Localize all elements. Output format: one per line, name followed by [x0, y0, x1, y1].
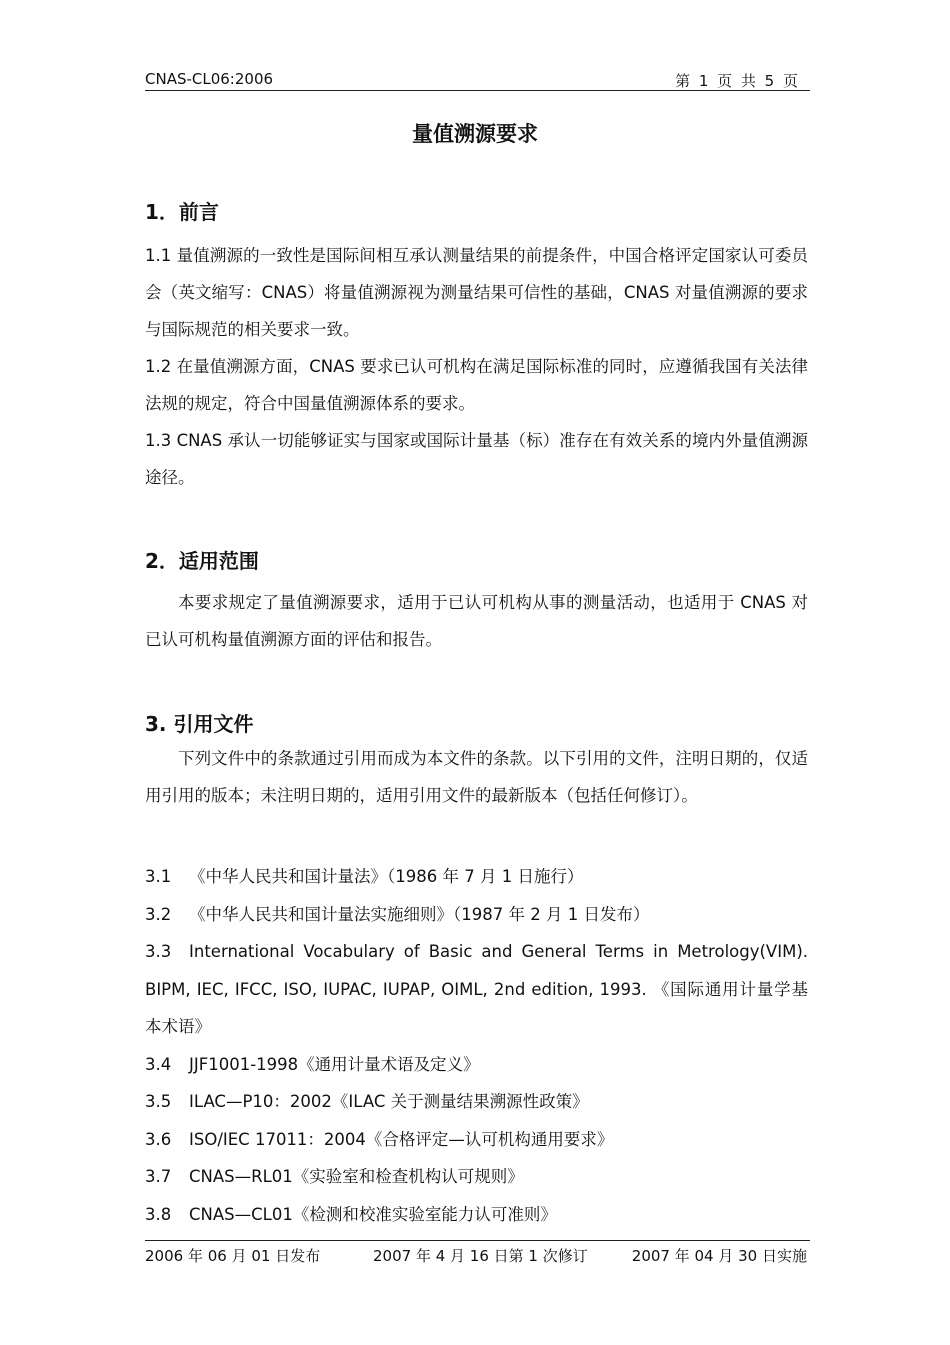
effective-date: 2007 年 04 月 30 日实施 [631, 1247, 807, 1265]
page-footer [145, 1240, 810, 1265]
section-2-body [145, 584, 808, 658]
paragraph-2: 本要求规定了量值溯源要求，适用于已认可机构从事的测量活动，也适用于 CNAS 对已认可机构量值溯源方面的评估和报告。 [145, 593, 808, 649]
section-1 [145, 196, 808, 225]
paragraph-1-3: 1.3 CNAS 承认一切能够证实与国家或国际计量基（标）准存在有效关系的境内外量值溯源途径。 [145, 431, 808, 487]
section-3-heading: 3. 引用文件 [145, 712, 254, 736]
list-item: 3.5 ILAC—P10：2002《ILAC 关于测量结果溯源性政策》 [145, 1092, 589, 1111]
page-number: 第 1 页 共 5 页 [675, 72, 800, 90]
publish-date: 2006 年 06 月 01 日发布 [145, 1247, 321, 1265]
section-3-body [145, 740, 808, 814]
paragraph-1-2: 1.2 在量值溯源方面，CNAS 要求已认可机构在满足国际标准的同时，应遵循我国有关法律法规的规定，符合中国量值溯源体系的要求。 [145, 357, 808, 413]
list-item: 3.2 《中华人民共和国计量法实施细则》（1987 年 2 月 1 日发布） [145, 904, 650, 924]
list-item: 3.4 JJF1001-1998《通用计量术语及定义》 [145, 1054, 480, 1074]
document-title: 量值溯源要求 [412, 122, 538, 146]
section-2 [145, 545, 808, 574]
revision-date: 2007 年 4 月 16 日第 1 次修订 [373, 1247, 588, 1265]
list-item: 3.7 CNAS—RL01《实验室和检查机构认可规则》 [145, 1167, 524, 1186]
list-item: 3.6 ISO/IEC 17011：2004《合格评定—认可机构通用要求》 [145, 1129, 614, 1149]
section-1-body [145, 237, 808, 496]
section-1-heading: 1．前言 [145, 200, 219, 224]
page-header [145, 68, 810, 91]
section-3 [145, 708, 808, 737]
section-2-heading: 2．适用范围 [145, 549, 259, 573]
paragraph-3: 下列文件中的条款通过引用而成为本文件的条款。以下引用的文件，注明日期的，仅适用引用的版本；未注明日期的，适用引用文件的最新版本（包括任何修订）。 [145, 749, 808, 805]
reference-list [145, 858, 808, 1233]
list-item: 3.8 CNAS—CL01《检测和校准实验室能力认可准则》 [145, 1204, 557, 1224]
document-code: CNAS-CL06:2006 [145, 70, 274, 88]
list-item: 3.1 《中华人民共和国计量法》（1986 年 7 月 1 日施行） [145, 867, 584, 886]
list-item: 3.3 International Vocabulary of Basic and General Terms in Metrology(VIM). BIPM, IEC, IFCC, ISO, IUPAC, IUPAP, OIML, 2nd edition, 1993. 《国际通用计量学基本术语》 [145, 942, 808, 1036]
paragraph-1-1: 1.1 量值溯源的一致性是国际间相互承认测量结果的前提条件，中国合格评定国家认可委员会（英文缩写：CNAS）将量值溯源视为测量结果可信性的基础，CNAS 对量值溯源的要求与国际规范的相关要求一致。 [145, 246, 808, 339]
